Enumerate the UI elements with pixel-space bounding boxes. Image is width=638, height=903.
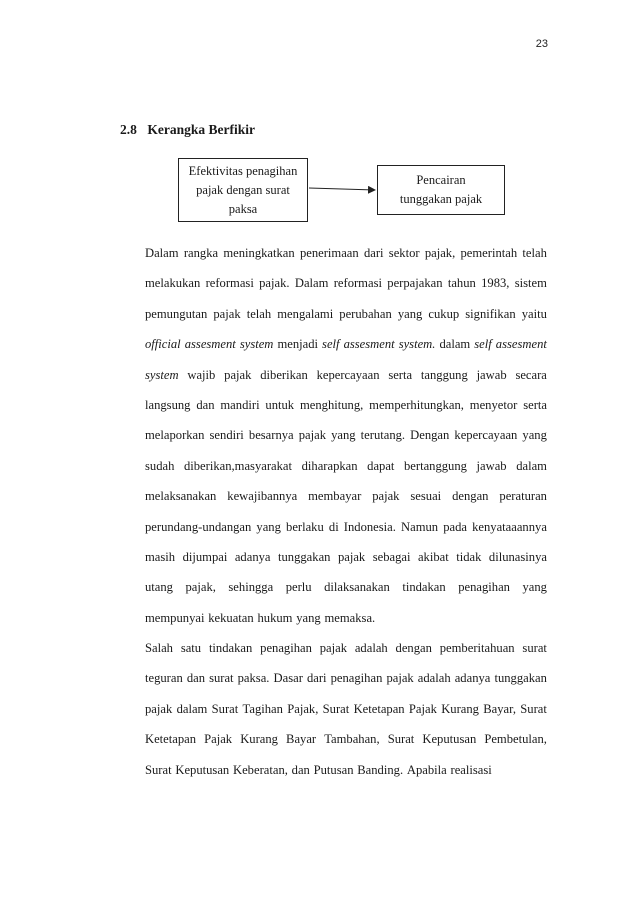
text-line: pemungutan pajak telah mengalami perubahan yang cukup signifikan yaitu <box>145 306 547 321</box>
paragraph-1 <box>145 238 547 633</box>
page-number: 23 <box>535 38 548 50</box>
paragraph-2 <box>145 633 547 785</box>
body-text <box>145 238 547 785</box>
box-right-line-1: Pencairan <box>416 173 466 187</box>
text-line: Ketetapan Pajak Kurang Bayar Tambahan, Surat Keputusan Pembetulan, <box>145 732 547 747</box>
section-heading <box>120 122 255 138</box>
section-title: Kerangka Berfikir <box>147 122 255 137</box>
diagram-box-efektivitas <box>178 158 308 222</box>
text-line: melaporkan sendiri besarnya pajak yang terutang. Dengan kepercayaan yang <box>145 428 547 443</box>
text-line: utang pajak, sehingga perlu dilaksanakan tindakan penagihan yang <box>145 580 547 595</box>
text-line: sudah diberikan,masyarakat diharapkan dapat bertanggung jawab dalam <box>145 458 547 473</box>
text-line: Salah satu tindakan penagihan pajak adalah dengan pemberitahuan surat <box>145 641 547 656</box>
section-number: 2.8 <box>120 122 137 137</box>
text-line: Dalam rangka meningkatkan penerimaan dari sektor pajak, pemerintah telah <box>145 246 547 260</box>
text-line: perundang-undangan yang berlaku di Indonesia. Namun pada kenyataaannya <box>145 519 547 534</box>
text-line: melakukan reformasi pajak. Dalam reformasi perpajakan tahun 1983, sistem <box>145 276 547 291</box>
diagram-box-pencairan <box>377 165 505 215</box>
text-line: mempunyai kekuatan hukum yang memaksa. <box>145 610 376 625</box>
text-line: teguran dan surat paksa. Dasar dari penagihan pajak adalah adanya tunggakan <box>145 671 547 686</box>
text-line: official assesment system menjadi self assesment system. dalam self assesment <box>145 337 547 352</box>
text-line: Surat Keputusan Keberatan, dan Putusan Banding. Apabila realisasi <box>145 762 492 777</box>
text-line: pajak dalam Surat Tagihan Pajak, Surat Ketetapan Pajak Kurang Bayar, Surat <box>145 701 547 716</box>
flow-arrow <box>309 188 375 190</box>
text-line: melaksanakan kewajibannya membayar pajak sesuai dengan peraturan <box>145 489 547 504</box>
text-line: langsung dan mandiri untuk menghitung, memperhitungkan, menyetor serta <box>145 397 547 412</box>
flow-diagram <box>0 0 638 240</box>
box-right-line-2: tunggakan pajak <box>399 192 483 206</box>
text-line: system wajib pajak diberikan kepercayaan serta tanggung jawab secara <box>145 367 547 382</box>
box-left-line-3: paksa <box>228 201 258 216</box>
box-left-line-2: pajak dengan surat <box>196 182 290 197</box>
box-left-line-1: Efektivitas penagihan <box>188 163 298 178</box>
text-line: masih dijumpai adanya tunggakan pajak sebagai akibat tidak dilunasinya <box>145 549 547 564</box>
